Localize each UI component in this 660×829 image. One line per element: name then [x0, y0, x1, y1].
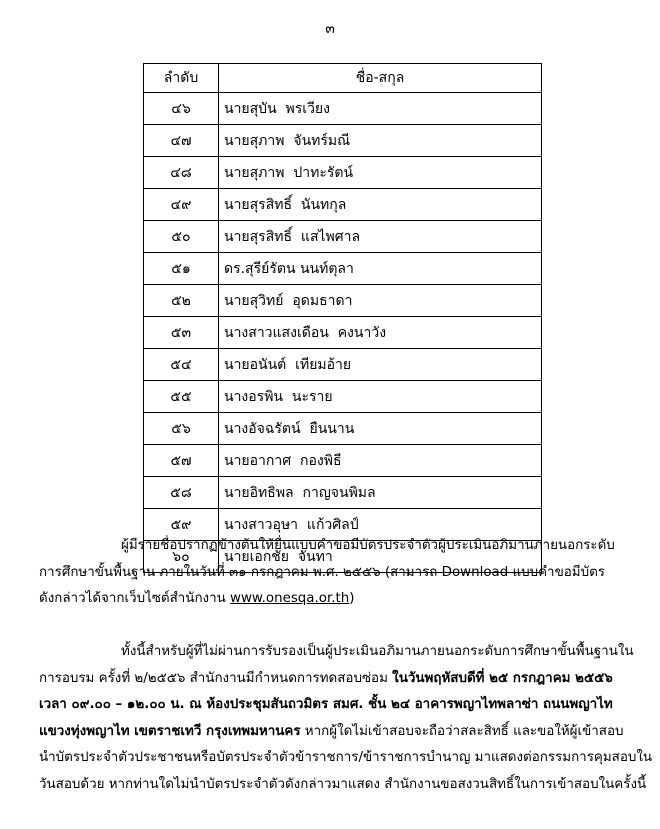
row-order: ๔๗: [144, 125, 219, 157]
paragraph2-line1: ทั้งนี้สำหรับผู้ที่ไม่ผ่านการรับรองเป็นผู้ประเมินอภิมานภายนอกระดับการศึกษาขั้นพื้นฐานใน: [121, 644, 634, 659]
paragraph2-line4-plain: หากผู้ใดไม่เข้าสอบจะถือว่าสละสิทธิ์ และขอให้ผู้เข้าสอบ: [300, 723, 624, 739]
paragraph1-line1: ผู้มีรายชื่อปรากฏข้างต้นให้ยื่นแบบคำขอมีบัตรประจำตัวผู้ประเมินอภิมานภายนอกระดับ: [121, 538, 615, 553]
row-name: นายอากาศ กองพิธี: [219, 445, 542, 477]
row-order: ๕๓: [144, 317, 219, 349]
row-name: นายสุรสิทธิ์ นันทกุล: [219, 189, 542, 221]
row-name: นายสุวิทย์ อุดมธาดา: [219, 285, 542, 317]
table-row: [144, 221, 542, 253]
notice-paragraph-1: [39, 533, 629, 613]
row-order: ๖๐: [144, 541, 219, 573]
test-time-location: เวลา ๐๙.๐๐ – ๑๒.๐๐ น. ณ ห้องประชุมสันถวมิตร สมศ. ชั้น ๒๔ อาคารพญาไทพลาซ่า ถนนพญาไท: [39, 697, 613, 712]
table-row: [144, 413, 542, 445]
row-name: นายอิทธิพล กาญจนพิมล: [219, 477, 542, 509]
row-order: ๕๐: [144, 221, 219, 253]
row-order: ๕๗: [144, 445, 219, 477]
paragraph1-line2: การศึกษาขั้นพื้นฐาน ภายในวันที่ ๓๑ กรกฎาคม พ.ศ. ๒๕๕๖ (สามารถ Download แบบคำขอมีบัตร: [39, 564, 605, 580]
row-order: ๕๒: [144, 285, 219, 317]
row-name: นางอัจฉรัตน์ ยืนนาน: [219, 413, 542, 445]
row-order: ๕๙: [144, 509, 219, 541]
row-name: ดร.สุรีย์รัตน นนท์ตุลา: [219, 253, 542, 285]
row-name: นายสุภาพ จันทร์มณี: [219, 125, 542, 157]
test-district: แขวงทุ่งพญาไท เขตราชเทวี กรุงเทพมหานคร: [39, 723, 301, 739]
table-row: [144, 93, 542, 125]
row-order: ๕๔: [144, 349, 219, 381]
row-order: ๕๖: [144, 413, 219, 445]
paragraph2-line2-plain: การอบรม ครั้งที่ ๒/๒๕๕๖ สำนักงานมีกำหนดการทดสอบซ่อม: [39, 670, 393, 686]
names-table: [143, 63, 542, 573]
row-name: นายเอกชัย จันทา: [219, 541, 542, 573]
row-order: ๔๘: [144, 157, 219, 189]
row-order: ๔๙: [144, 189, 219, 221]
table-row: [144, 445, 542, 477]
paragraph1-line3-prefix: ดังกล่าวได้จากเว็บไซต์สำนักงาน: [39, 591, 231, 606]
table-row: [144, 125, 542, 157]
paragraph2-line2: [39, 666, 629, 693]
row-name: นางอรพิน นะราย: [219, 381, 542, 413]
table-row: [144, 381, 542, 413]
notice-paragraph-2: [39, 639, 653, 798]
paragraph2-line3: [39, 692, 629, 719]
table-row: [144, 157, 542, 189]
row-name: นายสุภาพ ปาทะรัตน์: [219, 157, 542, 189]
page-number: ๓: [325, 21, 335, 37]
row-name: นายอนันต์ เทียมอ้าย: [219, 349, 542, 381]
test-date: ในวันพฤหัสบดีที่ ๒๕ กรกฎาคม ๒๕๕๖: [392, 670, 613, 686]
row-name: นางสาวอุษา แก้วศิลป์: [219, 509, 542, 541]
row-order: ๕๑: [144, 253, 219, 285]
row-name: นางสาวแสงเดือน คงนาวัง: [219, 317, 542, 349]
table-row: [144, 349, 542, 381]
paragraph2-line6: วันสอบด้วย หากท่านใดไม่นำบัตรประจำตัวดังกล่าวมาแสดง สำนักงานขอสงวนสิทธิ์ในการเข้าสอบในครั้งนี้: [39, 776, 647, 792]
row-name: นายสุรสิทธิ์ แสไพศาล: [219, 221, 542, 253]
paragraph2-line5: นำบัตรประจำตัวประชาชนหรือบัตรประจำตัวข้าราชการ/ข้าราชการบำนาญ มาแสดงต่อกรรมการคุมสอบใน: [39, 750, 653, 765]
table-row: [144, 317, 542, 349]
onesqa-link[interactable]: www.onesqa.or.th: [230, 591, 350, 606]
table-header-row: [144, 64, 542, 93]
table-row: [144, 477, 542, 509]
row-name: นายสุบัน พรเวียง: [219, 93, 542, 125]
table-row: [144, 285, 542, 317]
row-order: ๕๘: [144, 477, 219, 509]
table-row: [144, 189, 542, 221]
header-name: ชื่อ-สกุล: [219, 64, 542, 93]
paragraph1-line3-suffix: ): [349, 591, 355, 606]
row-order: ๕๕: [144, 381, 219, 413]
row-order: ๔๖: [144, 93, 219, 125]
paragraph1-line3: [39, 586, 629, 613]
table-row: [144, 253, 542, 285]
header-order: ลำดับ: [144, 64, 219, 93]
paragraph2-line4: [39, 719, 629, 746]
